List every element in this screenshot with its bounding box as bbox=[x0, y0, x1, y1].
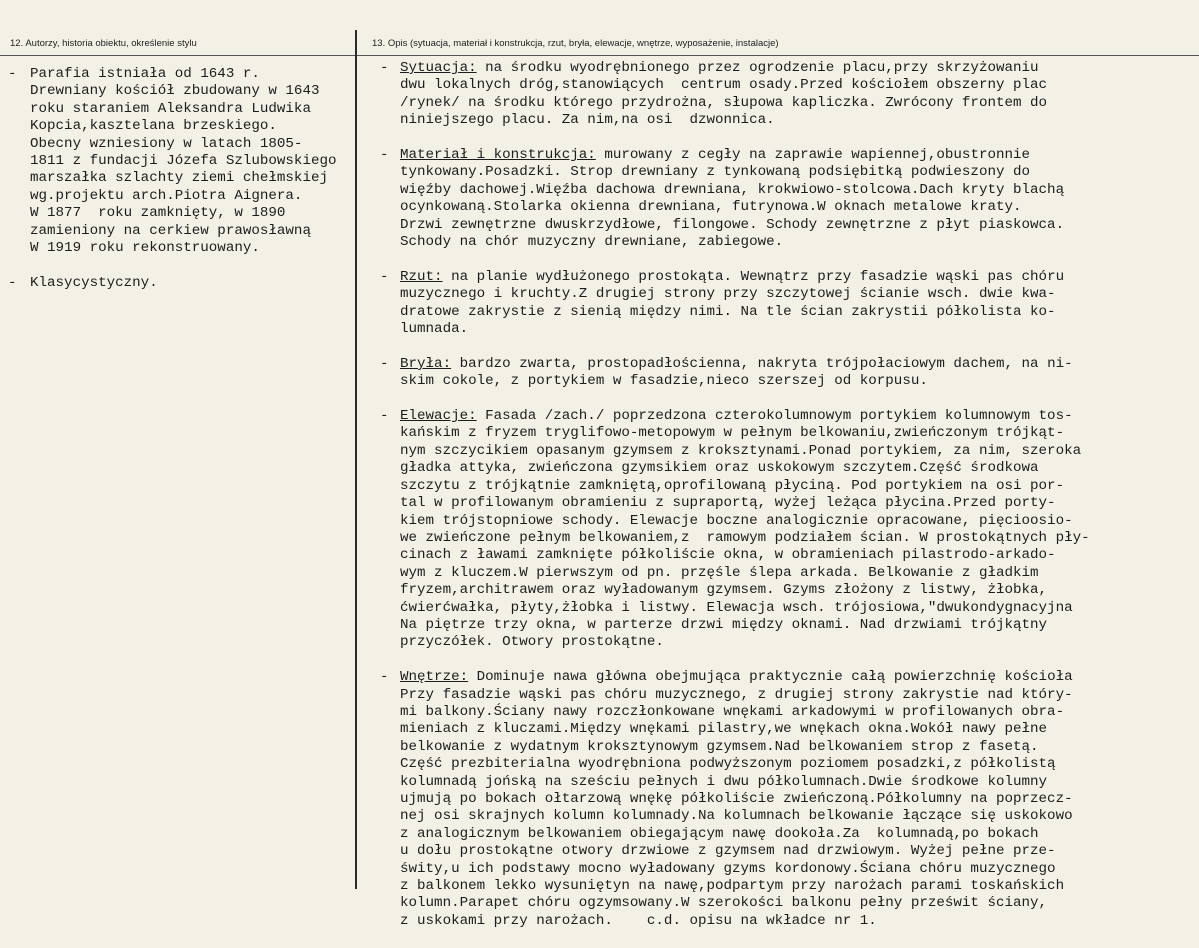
text-line: dratowe zakrystie z sienią między nimi. Na tle ścian zakrystii półkolista ko- bbox=[400, 303, 1056, 320]
section-text: Fasada /zach./ poprzedzona czterokolumnowym portykiem kolumnowym tos- bbox=[476, 408, 1073, 425]
text-line: belkowanie z wydatnym kroksztynowym gzymsem.Nad belkowaniem strop z fasetą. bbox=[400, 738, 1039, 755]
section-12-header: 12. Autorzy, historia obiektu, określenie stylu bbox=[10, 38, 197, 49]
text-line: /rynek/ na środku którego przydrożna, słupowa kapliczka. Zwrócony frontem do bbox=[400, 94, 1048, 111]
column-divider bbox=[355, 30, 357, 889]
text-line bbox=[400, 147, 1195, 164]
text-line: ćwierćwałka, płyty,żłobka i listwy. Elewacja wsch. trójosiowa,"dwukondygnacyjna bbox=[400, 599, 1073, 616]
text-line: 1811 z fundacji Józefa Szlubowskiego bbox=[30, 153, 337, 170]
text-line: Drzwi zewnętrzne dwuskrzydłowe, filongowe. Schody zewnętrzne z płyt piaskowca. bbox=[400, 216, 1065, 233]
text-line bbox=[400, 356, 1195, 373]
text-line: z uskokami przy narożach. c.d. opisu na wkładce nr 1. bbox=[400, 912, 877, 929]
text-line: tal w profilowanym obramieniu z supraportą, wyżej leżąca płycina.Przed porty- bbox=[400, 495, 1056, 512]
text-line: cinach z ławami zamknięte półkoliście okna, w obramieniach pilastrodo-arkado- bbox=[400, 547, 1056, 564]
text-line: przyczółek. Otwory prostokątne. bbox=[400, 634, 664, 651]
text-line: ocynkowaną.Stolarka okienna drewniana, futrynowa.W oknach metalowe kraty. bbox=[400, 199, 1022, 216]
text-line bbox=[400, 408, 1195, 425]
text-line: dwu lokalnych dróg,stanowiących centrum osady.Przed kościołem obszerny plac bbox=[400, 77, 1048, 94]
text-line: marszałka szlachty ziemi chełmskiej bbox=[30, 170, 328, 187]
bullet-dash: - bbox=[380, 147, 389, 164]
history-paragraph bbox=[8, 66, 353, 257]
text-line: z analogicznym belkowaniem obiegającym nawę dookoła.Za kolumnadą,po bokach bbox=[400, 825, 1039, 842]
text-line: tynkowany.Posadzki. Strop drewniany z tynkowaną podsiębitką podwieszony do bbox=[400, 164, 1031, 181]
text-line: nej osi skrajnych kolumn kolumnady.Na kolumnach belkowanie łączące się uskokowo bbox=[400, 808, 1073, 825]
text-line: mieniach z kluczami.Między wnękami pilastry,we wnękach okna.Wokół nawy pełne bbox=[400, 721, 1048, 738]
text-line bbox=[400, 669, 1195, 686]
text-line: Drewniany kościół zbudowany w 1643 bbox=[30, 83, 320, 100]
text-line: kiem trójstopniowe schody. Elewacje boczne analogicznie opracowane, pięcioosio- bbox=[400, 512, 1073, 529]
text-line: muzycznego i kruchty.Z drugiej strony przy szczytowej ścianie wsch. dwie kwa- bbox=[400, 286, 1056, 303]
text-line: Część prezbiterialna wyodrębniona podwyższonym poziomem posadzki,z półkolistą bbox=[400, 756, 1056, 773]
description-section bbox=[380, 60, 1195, 130]
text-line: Parafia istniała od 1643 r. bbox=[30, 66, 260, 82]
description-section bbox=[380, 355, 1195, 391]
text-line: roku staraniem Aleksandra Ludwika bbox=[30, 100, 311, 117]
section-text: na środku wyodrębnionego przez ogrodzenie placu,przy skrzyżowaniu bbox=[476, 60, 1039, 76]
text-line: Schody na chór muzyczny drewniane, zabiegowe. bbox=[400, 234, 784, 251]
text-line: mi balkony.Ściany nawy rozczłonkowane wnękami arkadowymi w profilowanych obra- bbox=[400, 703, 1065, 720]
text-line: fryzem,architrawem oraz wyładowanym gzymsem. Gzyms złożony z listwy, żłobka, bbox=[400, 582, 1048, 599]
text-line: zamieniony na cerkiew prawosławną bbox=[30, 222, 311, 239]
bullet-dash: - bbox=[380, 669, 389, 686]
bullet-dash: - bbox=[380, 268, 389, 285]
text-line bbox=[400, 269, 1195, 286]
text-line: Klasycystyczny. bbox=[30, 274, 158, 291]
text-line: kolumn.Parapet chóru ogzymsowany.W szerokości balkonu pełny prześwit ściany, bbox=[400, 895, 1048, 912]
history-column bbox=[8, 66, 353, 310]
text-line: z balkonem lekko wysuniętyn na nawę,podpartym przy narożach parami toskańskich bbox=[400, 878, 1065, 895]
text-line: Przy fasadzie wąski pas chóru muzycznego, z drugiej strony zakrystie nad który- bbox=[400, 686, 1073, 703]
text-line: wym z kluczem.W pierwszym od pn. przęśle ślepa arkada. Belkowanie z gładkim bbox=[400, 564, 1039, 581]
text-line: ujmują po bokach ołtarzową wnękę półkoliście zwieńczoną.Półkolumny na poprzecz- bbox=[400, 790, 1073, 807]
bullet-dash: - bbox=[380, 355, 389, 372]
description-section bbox=[380, 268, 1195, 339]
text-line: Obecny wzniesiony w latach 1805- bbox=[30, 135, 303, 152]
section-heading: Rzut: bbox=[400, 268, 443, 285]
section-heading: Wnętrze: bbox=[400, 669, 469, 686]
text-line: u dołu prostokątne otwory drzwiowe z gzymsem nad drzwiowym. Wyżej pełne prze- bbox=[400, 843, 1056, 860]
section-heading: Materiał i konstrukcja: bbox=[400, 147, 596, 164]
text-line: Na piętrze trzy okna, w parterze drzwi między oknami. Nad drzwiami trójkątny bbox=[400, 616, 1048, 633]
header-rule-right bbox=[357, 55, 1199, 56]
text-line: kańskim z fryzem tryglifowo-metopowym w pełnym belkowaniu,zwieńczonym trójkąt- bbox=[400, 425, 1065, 442]
text-line: Kopcia,kasztelana brzeskiego. bbox=[30, 118, 277, 135]
text-line: nym szczycikiem opasanym gzymsem z kroksztynami.Ponad portykiem, za nim, szeroka bbox=[400, 442, 1082, 459]
text-line: skim cokole, z portykiem w fasadzie,nieco szerszej od korpusu. bbox=[400, 373, 928, 390]
section-text: Dominuje nawa główna obejmująca praktycznie całą powierzchnię kościoła bbox=[468, 669, 1073, 686]
description-section bbox=[380, 147, 1195, 251]
bullet-dash: - bbox=[380, 60, 389, 76]
text-line bbox=[400, 60, 1195, 77]
text-line: lumnada. bbox=[400, 321, 469, 338]
bullet-dash: - bbox=[8, 66, 17, 82]
text-line: świty,u ich podstawy mocno wyładowany gzyms kordonowy.Ściana chóru muzycznego bbox=[400, 860, 1056, 877]
section-text: murowany z cegły na zaprawie wapiennej,obustronnie bbox=[595, 147, 1031, 164]
description-section bbox=[380, 408, 1195, 652]
description-column bbox=[380, 60, 1195, 948]
bullet-dash: - bbox=[8, 274, 17, 291]
history-paragraph bbox=[8, 275, 353, 292]
text-line: gładka attyka, zwieńczona gzymsikiem oraz uskokowym szczytem.Część środkowa bbox=[400, 460, 1039, 477]
section-heading: Bryła: bbox=[400, 355, 452, 372]
description-section bbox=[380, 669, 1195, 930]
section-13-header: 13. Opis (sytuacja, materiał i konstrukcja, rzut, bryła, elewacje, wnętrze, wyposażenie, instalacje) bbox=[372, 38, 779, 49]
text-line: W 1877 roku zamknięty, w 1890 bbox=[30, 205, 286, 222]
text-line: niniejszego placu. Za nim,na osi dzwonnica. bbox=[400, 112, 775, 129]
text-line: we zwieńczone pełnym belkowaniem,z ramowym podziałem ścian. W prostokątnych pły- bbox=[400, 529, 1090, 546]
text-line: wg.projektu arch.Piotra Aignera. bbox=[30, 187, 303, 204]
text-line: szczytu z trójkątnie zamkniętą,oprofilowaną płyciną. Pod portykiem na osi por- bbox=[400, 477, 1065, 494]
section-text: bardzo zwarta, prostopadłościenna, nakryta trójpołaciowym dachem, na ni- bbox=[451, 355, 1073, 372]
section-heading: Elewacje: bbox=[400, 408, 477, 425]
text-line: więźby dachowej.Więźba dachowa drewniana, krokwiowo-stolcowa.Dach kryty blachą bbox=[400, 181, 1065, 198]
text-line: kolumnadą jońską na sześciu pełnych i dwu półkolumnach.Dwie środkowe kolumny bbox=[400, 773, 1048, 790]
text-line: W 1919 roku rekonstruowany. bbox=[30, 240, 260, 257]
bullet-dash: - bbox=[380, 408, 389, 425]
section-heading: Sytuacja: bbox=[400, 60, 477, 76]
header-rule-left bbox=[0, 55, 355, 56]
section-text: na planie wydłużonego prostokąta. Wewnątrz przy fasadzie wąski pas chóru bbox=[442, 268, 1065, 285]
